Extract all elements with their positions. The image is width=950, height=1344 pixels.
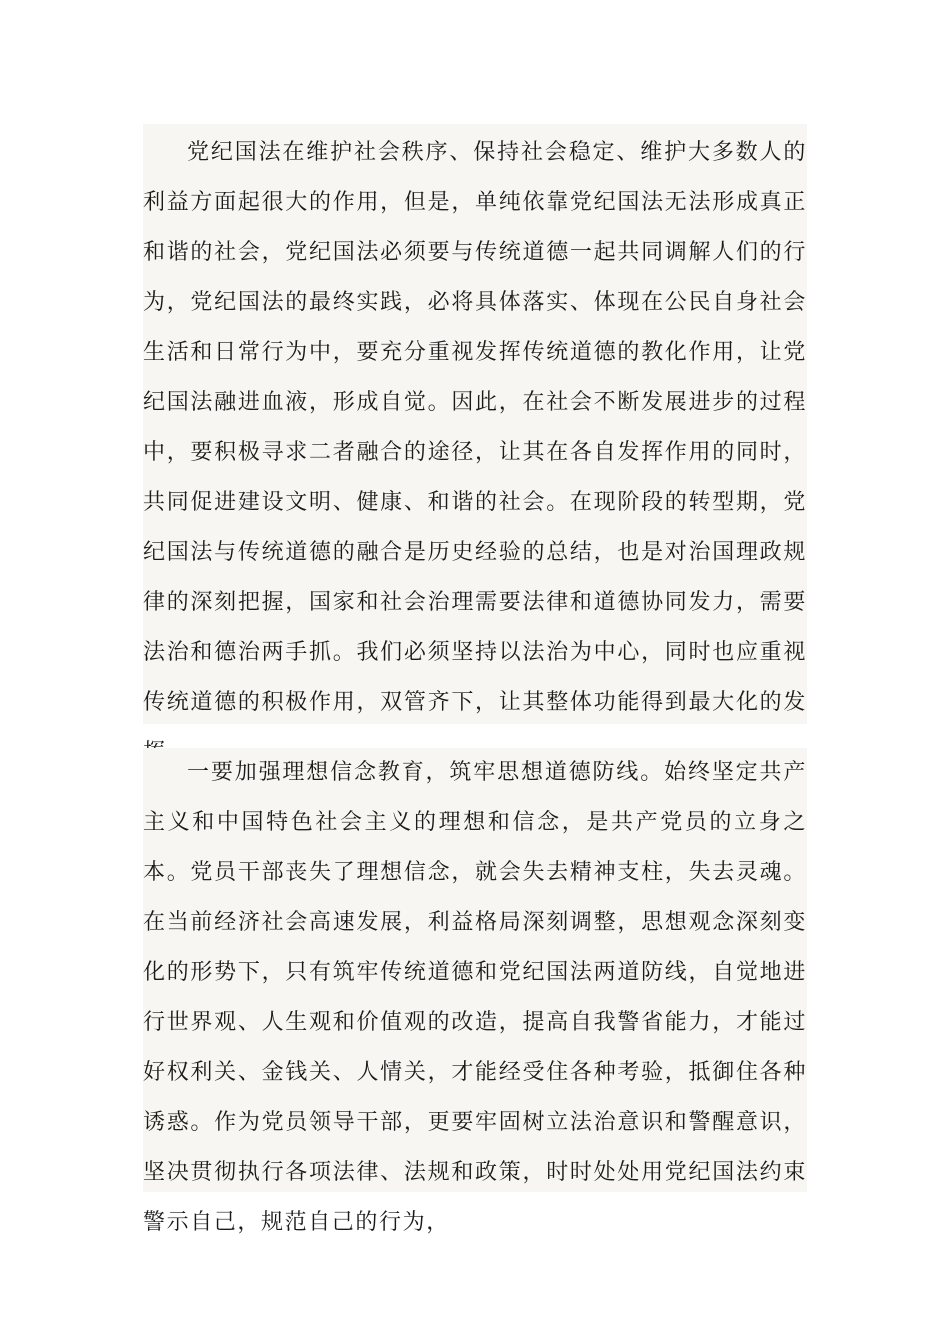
paragraph-block-1 (143, 124, 807, 724)
paragraph-1: 党纪国法在维护社会秩序、保持社会稳定、维护大多数人的利益方面起很大的作用，但是，单纯依靠党纪国法无法形成真正和谐的社会，党纪国法必须要与传统道德一起共同调解人们的行为，党纪国法的最终实践，必将具体落实、体现在公民自身社会生活和日常行为中，要充分重视发挥传统道德的教化作用，让党纪国法融进血液，形成自觉。因此，在社会不断发展进步的过程中，要积极寻求二者融合的途径，让其在各自发挥作用的同时，共同促进建设文明、健康、和谐的社会。在现阶段的转型期，党纪国法与传统道德的融合是历史经验的总结，也是对治国理政规律的深刻把握，国家和社会治理需要法律和道德协同发力，需要法治和德治两手抓。我们必须坚持以法治为中心，同时也应重视传统道德的积极作用，双管齐下，让其整体功能得到最大化的发 (143, 140, 807, 715)
paragraph-block-2 (143, 748, 807, 1235)
paragraph-2: 一要加强理想信念教育，筑牢思想道德防线。始终坚定共产主义和中国特色社会主义的理想和信念，是共产党员的立身之本。党员干部丧失了理想信念，就会失去精神支柱，失去灵魂。在当前经济社会高速发展，利益格局深刻调整，思想观念深刻变化的形势下，只有筑牢传统道德和党纪国法两道防线，自觉地进行世界观、人生观和价值观的改造，提高自我警省能力，才能过好权利关、金钱关、人情关，才能经受住各种考验，抵御住各种诱惑。作为党员领导干部，更要牢固树立法治意识和警醒意识，坚决贯彻执行各项法律、法规和政策，时时处处用党纪国法约束警示自己，规范自己的行为， (143, 760, 807, 1235)
